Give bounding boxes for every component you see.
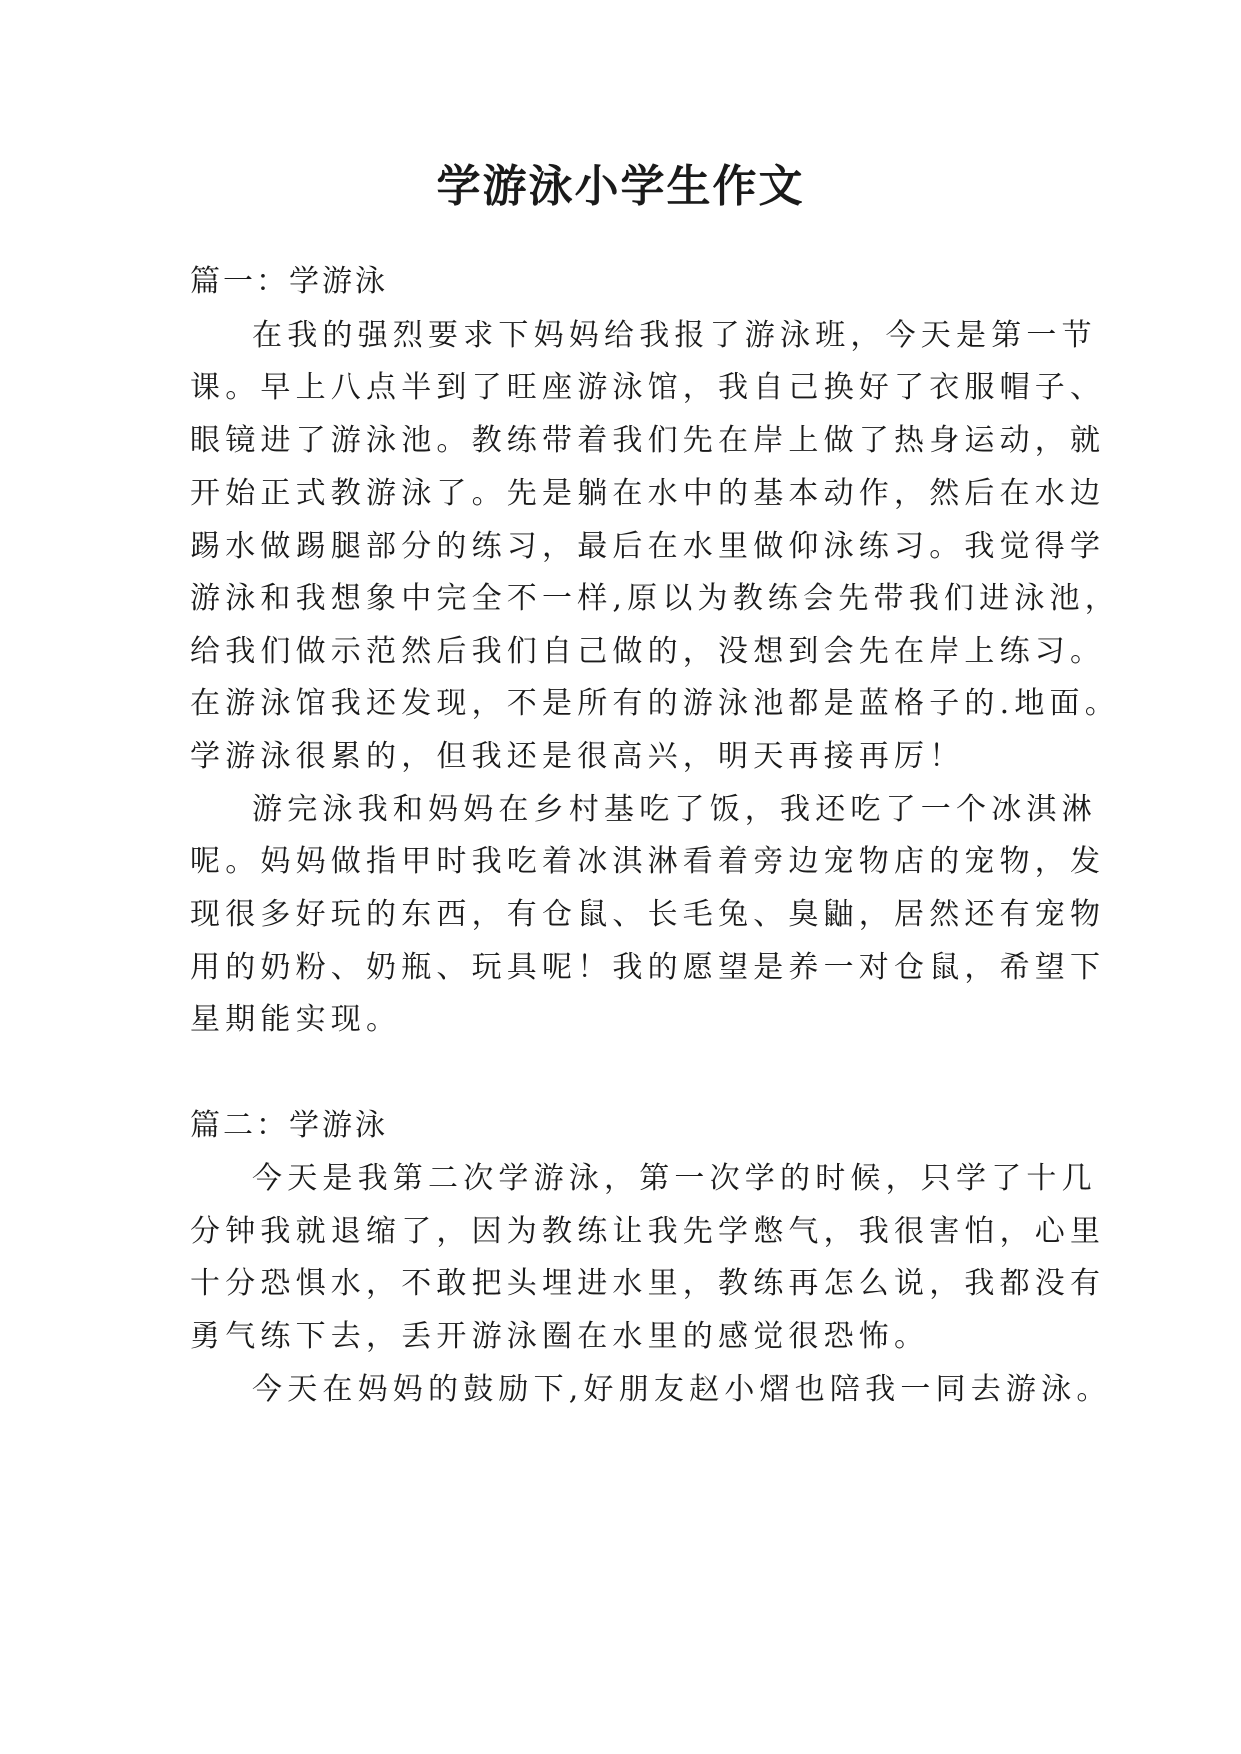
paragraph-line: 今天是我第二次学游泳，第一次学的时候，只学了十几 [252, 1161, 1097, 1196]
paragraph-line: 分钟我就退缩了，因为教练让我先学憋气，我很害怕，心里 [190, 1214, 1106, 1249]
paragraph-line: 眼镜进了游泳池。教练带着我们先在岸上做了热身运动，就 [190, 423, 1106, 458]
paragraph-line: 在游泳馆我还发现，不是所有的游泳池都是蓝格子的.地面。 [190, 686, 1120, 721]
document-title: 学游泳小学生作文 [436, 161, 805, 212]
paragraph-line: 星期能实现。 [190, 1002, 402, 1037]
paragraph-line: 呢。妈妈做指甲时我吃着冰淇淋看着旁边宠物店的宠物，发 [190, 844, 1106, 879]
paragraph-line: 游泳和我想象中完全不一样,原以为教练会先带我们进泳池， [190, 581, 1120, 616]
paragraph-line: 踢水做踢腿部分的练习，最后在水里做仰泳练习。我觉得学 [190, 529, 1106, 564]
paragraph-line: 用的奶粉、奶瓶、玩具呢！我的愿望是养一对仓鼠，希望下 [190, 950, 1106, 985]
paragraph-line: 十分恐惧水，不敢把头埋进水里，教练再怎么说，我都没有 [190, 1266, 1106, 1301]
section-heading: 篇一：学游泳 [190, 264, 388, 299]
paragraph-line: 勇气练下去，丢开游泳圈在水里的感觉很恐怖。 [190, 1319, 930, 1354]
paragraph-line: 给我们做示范然后我们自己做的，没想到会先在岸上练习。 [190, 634, 1106, 669]
paragraph-line: 在我的强烈要求下妈妈给我报了游泳班，今天是第一节 [252, 318, 1097, 353]
section-heading: 篇二：学游泳 [190, 1108, 388, 1143]
paragraph-line: 现很多好玩的东西，有仓鼠、长毛兔、臭鼬，居然还有宠物 [190, 897, 1106, 932]
paragraph-line: 学游泳很累的，但我还是很高兴，明天再接再厉！ [190, 739, 965, 774]
paragraph-line: 今天在妈妈的鼓励下,好朋友赵小熠也陪我一同去游泳。 [252, 1372, 1112, 1407]
paragraph-line: 课。早上八点半到了旺座游泳馆，我自己换好了衣服帽子、 [190, 370, 1106, 405]
paragraph-line: 游完泳我和妈妈在乡村基吃了饭，我还吃了一个冰淇淋 [252, 792, 1097, 827]
paragraph-line: 开始正式教游泳了。先是躺在水中的基本动作，然后在水边 [190, 476, 1106, 511]
